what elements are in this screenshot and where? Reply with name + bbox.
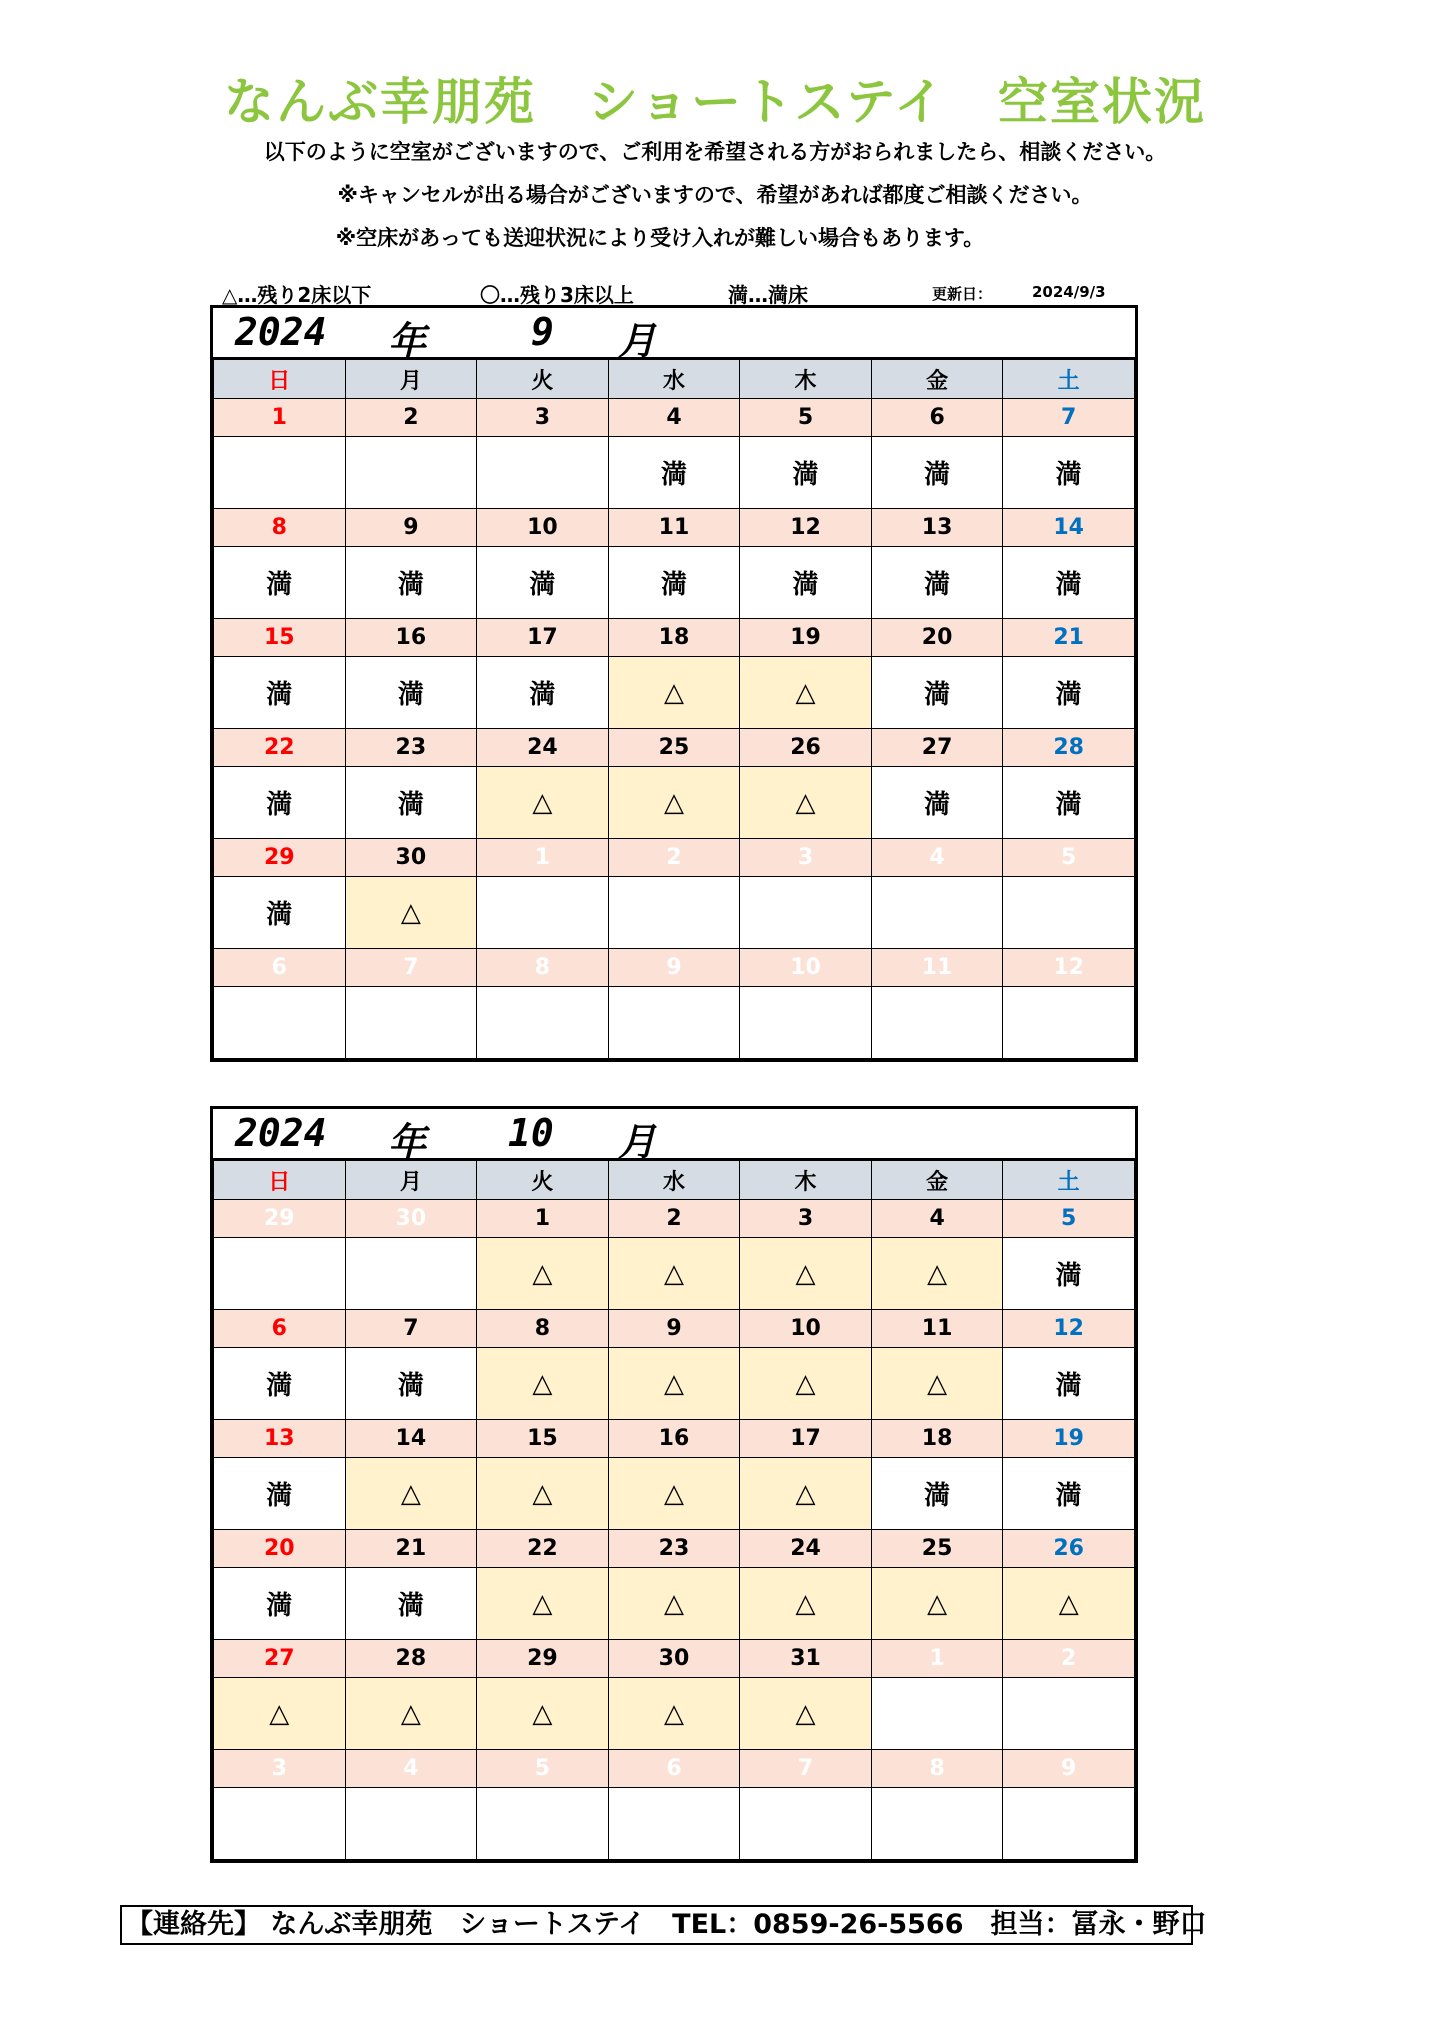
date-cell: 4 [608,399,740,437]
availability-cell: 満 [477,547,609,619]
availability-cell: 満 [871,1458,1003,1530]
availability-cell: 満 [214,1348,346,1420]
date-cell: 30 [345,839,477,877]
availability-cell [214,1238,346,1310]
availability-cell: 満 [345,1348,477,1420]
availability-cell: △ [740,1678,872,1750]
status-row [214,987,1135,1059]
date-cell: 20 [214,1530,346,1568]
date-cell: 18 [871,1420,1003,1458]
status-row [214,1788,1135,1860]
availability-cell: 満 [740,437,872,509]
availability-cell: 満 [214,1568,346,1640]
availability-cell: △ [345,1678,477,1750]
status-row [214,437,1135,509]
date-row [214,1310,1135,1348]
weekday-header: 土 [1003,360,1135,399]
date-cell: 9 [1003,1750,1135,1788]
availability-cell [608,1788,740,1860]
availability-cell: 満 [1003,437,1135,509]
status-row [214,1348,1135,1420]
date-cell: 13 [214,1420,346,1458]
date-cell: 28 [1003,729,1135,767]
availability-cell: △ [740,767,872,839]
weekday-header: 月 [345,360,477,399]
date-cell: 30 [345,1200,477,1238]
calendar-year-label: 年 [388,319,427,363]
availability-cell: 満 [740,547,872,619]
status-row [214,1238,1135,1310]
weekday-header: 月 [345,1161,477,1200]
status-row [214,877,1135,949]
availability-cell: △ [740,1348,872,1420]
calendar-month: 10 [508,1111,554,1155]
availability-cell: 満 [345,767,477,839]
weekday-header: 日 [214,360,346,399]
date-cell: 3 [214,1750,346,1788]
availability-cell [608,877,740,949]
date-cell: 10 [740,1310,872,1348]
date-row [214,509,1135,547]
date-cell: 4 [345,1750,477,1788]
availability-cell: △ [214,1678,346,1750]
date-cell: 16 [345,619,477,657]
availability-cell: △ [477,1238,609,1310]
availability-cell [477,1788,609,1860]
availability-cell: △ [871,1568,1003,1640]
calendar-month: 9 [531,310,554,354]
date-cell: 15 [214,619,346,657]
date-cell: 6 [214,1310,346,1348]
status-row [214,1458,1135,1530]
availability-cell: 満 [1003,1458,1135,1530]
date-cell: 1 [214,399,346,437]
date-cell: 5 [1003,839,1135,877]
availability-cell: 満 [608,437,740,509]
weekday-header: 木 [740,1161,872,1200]
availability-cell: 満 [871,767,1003,839]
calendar-year: 2024 [235,310,327,354]
date-cell: 24 [740,1530,872,1568]
status-row [214,1568,1135,1640]
availability-cell: △ [608,657,740,729]
legend-triangle: △…残り2床以下 [222,283,372,307]
date-cell: 12 [740,509,872,547]
calendar-month-label: 月 [618,1120,657,1164]
availability-cell: 満 [214,767,346,839]
availability-cell: △ [477,767,609,839]
date-cell: 17 [740,1420,872,1458]
date-cell: 10 [477,509,609,547]
updated-date: 2024/9/3 [1032,283,1106,301]
availability-cell: 満 [871,437,1003,509]
availability-cell: △ [740,657,872,729]
availability-cell: 満 [214,547,346,619]
note-transport: ※空床があっても送迎状況により受け入れが難しい場合もあります。 [335,226,985,250]
weekday-header-row [214,360,1135,399]
availability-cell: 満 [871,547,1003,619]
weekday-header-row [214,1161,1135,1200]
availability-cell [1003,877,1135,949]
availability-cell [740,1788,872,1860]
date-cell: 3 [740,1200,872,1238]
contact-info: 【連絡先】 なんぶ幸朋苑 ショートステイ TEL：0859-26-5566 担当：冨永・野口 [120,1905,1193,1945]
weekday-header: 金 [871,1161,1003,1200]
date-cell: 14 [1003,509,1135,547]
availability-cell: 満 [214,1458,346,1530]
date-cell: 27 [871,729,1003,767]
availability-cell: △ [1003,1568,1135,1640]
weekday-header: 木 [740,360,872,399]
legend-circle: 〇…残り3床以上 [480,283,634,307]
availability-cell: △ [740,1458,872,1530]
calendar-year-label: 年 [388,1120,427,1164]
availability-cell [345,1238,477,1310]
date-cell: 10 [740,949,872,987]
availability-cell [1003,1788,1135,1860]
date-cell: 22 [477,1530,609,1568]
date-cell: 21 [345,1530,477,1568]
availability-cell: 満 [214,877,346,949]
availability-cell [477,437,609,509]
date-cell: 9 [345,509,477,547]
date-row [214,949,1135,987]
weekday-header: 金 [871,360,1003,399]
legend-full: 満…満床 [728,283,808,307]
availability-cell [871,1788,1003,1860]
date-cell: 29 [214,839,346,877]
date-cell: 26 [740,729,872,767]
calendar-grid [213,359,1135,1059]
availability-cell [345,437,477,509]
date-row [214,399,1135,437]
date-cell: 25 [871,1530,1003,1568]
date-cell: 11 [871,949,1003,987]
availability-cell [1003,987,1135,1059]
date-cell: 31 [740,1640,872,1678]
date-cell: 1 [477,839,609,877]
weekday-header: 火 [477,1161,609,1200]
availability-cell: △ [740,1238,872,1310]
availability-cell: △ [608,1568,740,1640]
availability-cell: 満 [608,547,740,619]
date-row [214,619,1135,657]
calendar-grid [213,1160,1135,1860]
status-row [214,767,1135,839]
availability-cell: 満 [871,657,1003,729]
date-cell: 16 [608,1420,740,1458]
availability-cell: △ [477,1348,609,1420]
availability-cell: △ [477,1568,609,1640]
date-cell: 21 [1003,619,1135,657]
availability-cell: 満 [214,657,346,729]
calendar-september [210,305,1138,1062]
date-cell: 2 [345,399,477,437]
date-cell: 29 [477,1640,609,1678]
date-cell: 23 [345,729,477,767]
date-cell: 14 [345,1420,477,1458]
date-cell: 6 [871,399,1003,437]
date-cell: 23 [608,1530,740,1568]
date-cell: 13 [871,509,1003,547]
availability-cell: △ [871,1348,1003,1420]
availability-cell: △ [477,1458,609,1530]
weekday-header: 水 [608,360,740,399]
status-row [214,657,1135,729]
updated-label: 更新日： [932,285,993,303]
date-cell: 8 [477,1310,609,1348]
date-cell: 5 [740,399,872,437]
date-row [214,1420,1135,1458]
calendar-october [210,1106,1138,1863]
status-row [214,547,1135,619]
status-row [214,1678,1135,1750]
calendar-title [213,1109,1135,1164]
weekday-header: 火 [477,360,609,399]
availability-cell [740,987,872,1059]
date-cell: 7 [740,1750,872,1788]
date-cell: 9 [608,1310,740,1348]
availability-cell: △ [740,1568,872,1640]
availability-cell: △ [608,1348,740,1420]
calendar-month-label: 月 [618,319,657,363]
date-cell: 4 [871,1200,1003,1238]
date-cell: 7 [345,1310,477,1348]
availability-cell [871,987,1003,1059]
availability-cell: 満 [1003,1348,1135,1420]
date-cell: 22 [214,729,346,767]
availability-cell [477,877,609,949]
availability-cell: △ [345,1458,477,1530]
date-cell: 12 [1003,949,1135,987]
calendar-year: 2024 [235,1111,327,1155]
date-cell: 7 [1003,399,1135,437]
date-cell: 29 [214,1200,346,1238]
availability-cell: 満 [1003,1238,1135,1310]
availability-cell: △ [608,767,740,839]
date-cell: 11 [871,1310,1003,1348]
weekday-header: 水 [608,1161,740,1200]
availability-cell: 満 [345,547,477,619]
date-cell: 3 [477,399,609,437]
date-cell: 8 [214,509,346,547]
availability-cell [1003,1678,1135,1750]
availability-cell [345,987,477,1059]
date-cell: 9 [608,949,740,987]
date-cell: 18 [608,619,740,657]
availability-cell: 満 [1003,767,1135,839]
date-cell: 8 [477,949,609,987]
availability-cell: △ [608,1458,740,1530]
note-consult: 以下のように空室がございますので、ご利用を希望される方がおられましたら、相談ください。 [263,140,1167,164]
date-row [214,1530,1135,1568]
availability-cell [477,987,609,1059]
date-cell: 26 [1003,1530,1135,1568]
availability-cell: △ [608,1238,740,1310]
availability-cell [214,1788,346,1860]
date-cell: 2 [608,839,740,877]
date-cell: 12 [1003,1310,1135,1348]
date-cell: 25 [608,729,740,767]
date-cell: 3 [740,839,872,877]
date-cell: 6 [214,949,346,987]
page-title: なんぶ幸朋苑 ショートステイ 空室状況 [224,73,1206,131]
date-cell: 11 [608,509,740,547]
availability-cell: △ [608,1678,740,1750]
availability-cell [871,1678,1003,1750]
date-cell: 2 [608,1200,740,1238]
availability-cell [214,437,346,509]
date-cell: 19 [1003,1420,1135,1458]
availability-cell [871,877,1003,949]
date-cell: 6 [608,1750,740,1788]
date-row [214,839,1135,877]
date-cell: 17 [477,619,609,657]
date-cell: 24 [477,729,609,767]
date-row [214,1750,1135,1788]
date-cell: 27 [214,1640,346,1678]
availability-cell [740,877,872,949]
date-row [214,1200,1135,1238]
availability-cell [214,987,346,1059]
date-cell: 5 [477,1750,609,1788]
date-cell: 5 [1003,1200,1135,1238]
calendar-title [213,308,1135,363]
date-cell: 19 [740,619,872,657]
date-cell: 20 [871,619,1003,657]
availability-cell [345,1788,477,1860]
date-cell: 7 [345,949,477,987]
date-cell: 30 [608,1640,740,1678]
availability-cell: 満 [345,657,477,729]
availability-cell: 満 [1003,547,1135,619]
date-cell: 1 [477,1200,609,1238]
date-cell: 8 [871,1750,1003,1788]
availability-cell: 満 [1003,657,1135,729]
date-cell: 1 [871,1640,1003,1678]
availability-cell: 満 [345,1568,477,1640]
date-cell: 2 [1003,1640,1135,1678]
availability-cell: △ [345,877,477,949]
note-cancel: ※キャンセルが出る場合がございますので、希望があれば都度ご相談ください。 [337,183,1093,207]
date-cell: 15 [477,1420,609,1458]
date-row [214,1640,1135,1678]
date-cell: 4 [871,839,1003,877]
date-cell: 28 [345,1640,477,1678]
weekday-header: 日 [214,1161,346,1200]
availability-cell: △ [871,1238,1003,1310]
date-row [214,729,1135,767]
availability-cell: 満 [477,657,609,729]
availability-cell: △ [477,1678,609,1750]
weekday-header: 土 [1003,1161,1135,1200]
availability-cell [608,987,740,1059]
